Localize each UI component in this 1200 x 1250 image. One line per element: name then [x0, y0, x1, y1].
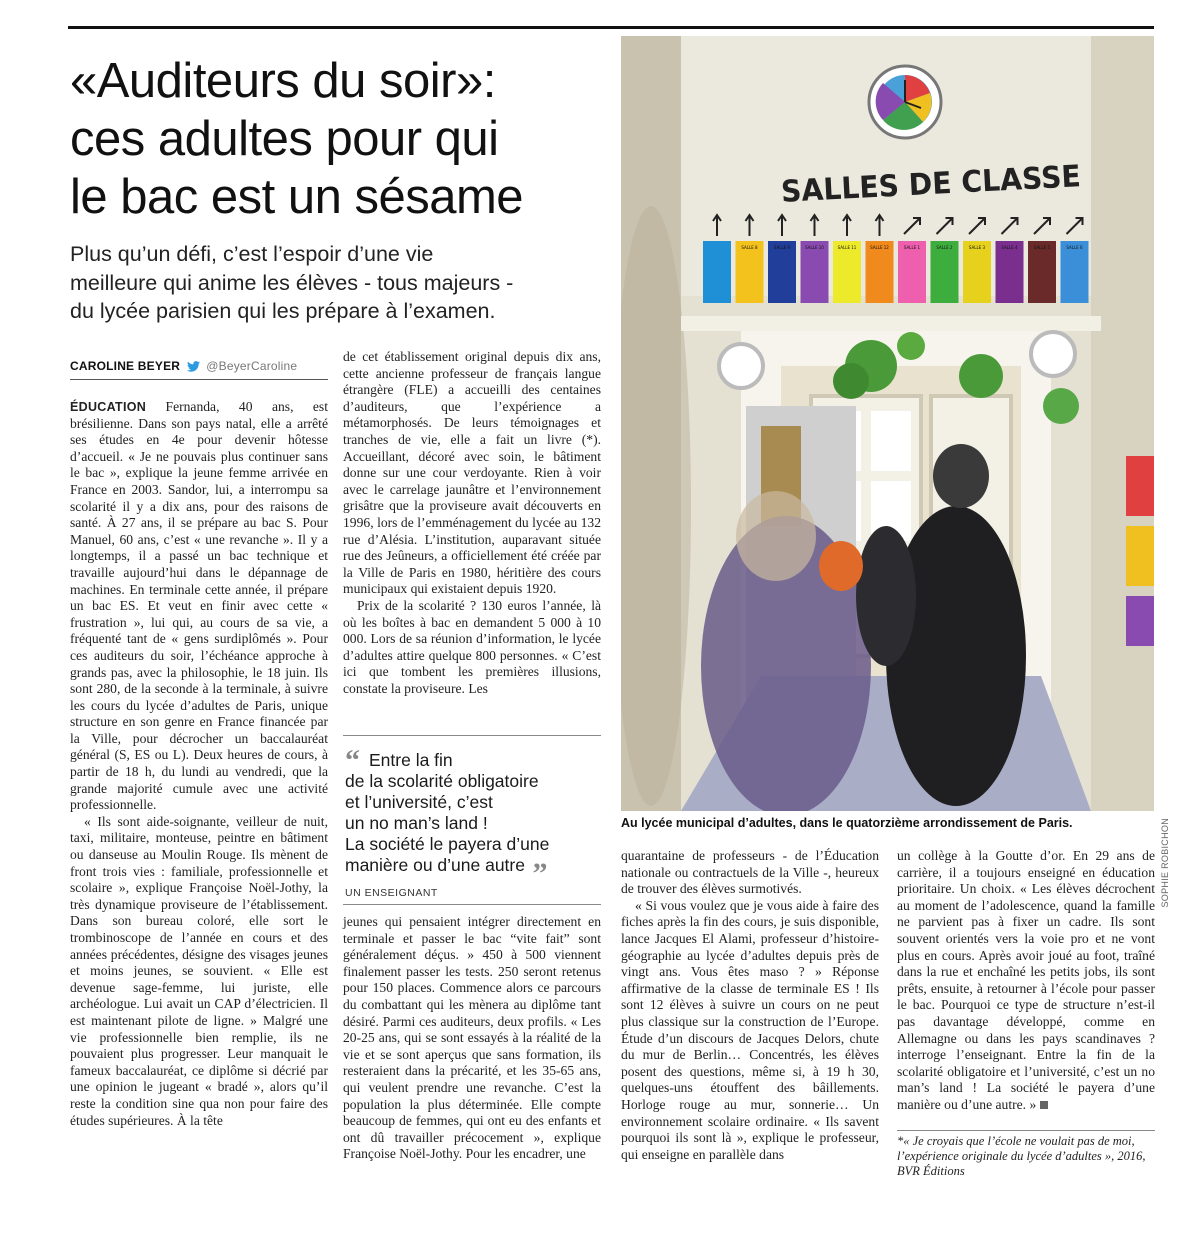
- article-subtitle: [70, 240, 615, 326]
- paragraph: de cet établissement original depuis dix ans, cette ancienne professeur de français langue étrangère (FLE) a accueilli des centaines d’auditeurs, que l’expérience a métamorphosés. De leurs témoignages et tranches de vie, elle a fait un livre (*). Accueillant, décoré avec soin, le bâtiment donne sur une cour verdoyante. Rien à voir avec le carrelage jaunâtre et l’environnement grisâtre que la proviseure avait découverts en 1996, lors de l’emménagement du lycée au 132 rue d’Alésia. L’institution, auparavant située rue des Jeûneurs, a officiellement été créée par la Ville de Paris en 1980, héritière des cours municipaux qui existaient depuis 1920.: [343, 349, 601, 597]
- photo-credit: [1160, 818, 1174, 938]
- article-photo: [621, 36, 1154, 811]
- room-label: SALLE 2: [936, 245, 953, 250]
- subtitle-line: du lycée parisien qui les prépare à l’examen.: [70, 299, 496, 323]
- room-label: SALLE 1: [903, 245, 921, 250]
- pullquote-bottom-rule: [343, 904, 601, 905]
- room-panel: [736, 241, 764, 303]
- column-2: [343, 349, 601, 697]
- wall-clock: [869, 66, 941, 138]
- pullquote-line: un no man’s land !: [345, 813, 488, 833]
- room-panel: [833, 241, 861, 303]
- title-line: ces adultes pour qui: [70, 112, 499, 166]
- room-label: SALLE 11: [837, 245, 857, 250]
- sign-text: SALLES DE CLASSE: [780, 158, 1100, 210]
- byline-rule: [70, 379, 328, 380]
- room-panel: [768, 241, 796, 303]
- paragraph: quarantaine de professeurs - de l’Éducation nationale ou contractuels de la Ville -, heureux de trouver des élèves surmotivés.: [621, 848, 879, 897]
- pullquote-line: Entre la fin: [369, 750, 453, 770]
- room-label: SALLE 4: [1001, 245, 1018, 250]
- room-panel: [703, 241, 731, 303]
- close-quote-mark: ”: [524, 857, 548, 890]
- subtitle-line: Plus qu’un défi, c’est l’espoir d’une vie: [70, 242, 434, 266]
- photo-credit-text: SOPHIE ROBICHON: [1160, 818, 1170, 908]
- pullquote-source: UN ENSEIGNANT: [345, 887, 438, 899]
- room-panel: [866, 241, 894, 303]
- photo-caption: Au lycée municipal d’adultes, dans le quatorzième arrondissement de Paris.: [621, 816, 1073, 830]
- end-mark-icon: [1040, 1101, 1048, 1109]
- paragraph-text: Fernanda, 40 ans, est brésilienne. Dans son pays natal, elle a arrêté ses études en 4e pour devenir hôtesse d’accueil. « Je ne pouvais plus continuer sans le bac », explique la jeune femme arrivée en France en 2003. Sandor, lui, a interrompu sa scolarité il y a dix ans, pour des raisons de santé. À 27 ans, il se prépare au bac S. Pour Manuel, 60 ans, c’est « une revanche ». Il y a longtemps, il a passé un bac technique et travaille aujourd’hui dans le dépannage de machines. En terminale cette année, il prépare un bac ES. Et veut en finir avec cette « frustration », lui qui, au cours de sa vie, a fréquenté tant de « gens surdiplômés ». Pour ces auditeurs du soir, l’échéance approche à grands pas, avec la philosophie, le 18 juin. Ils sont 280, de la seconde à la terminale, à suivre les cours du lycée d’adultes de Paris, unique structure en son genre en France financée par la Ville, pour décrocher un baccalauréat général (S, ES ou L). Deux heures de cours, à partir de 18 h, du lundi au vendredi, que la grande majorité cumule avec une activité professionnelle.: [70, 399, 328, 813]
- open-quote-mark: “: [345, 744, 360, 777]
- room-label: SALLE 9: [773, 245, 791, 250]
- paragraph: [897, 848, 1155, 1114]
- title-line: le bac est un sésame: [70, 170, 524, 224]
- room-label: SALLE 6: [1066, 245, 1083, 250]
- room-label: SALLE 12: [870, 245, 889, 250]
- pullquote-text: [345, 750, 601, 890]
- footnote: *« Je croyais que l’école ne voulait pas de moi, l’expérience originale du lycée d’adultes », 2016, BVR Éditions: [897, 1134, 1146, 1178]
- paragraph: [70, 399, 328, 814]
- footnote-rule: [897, 1130, 1155, 1131]
- paragraph: « Ils sont aide-soignante, veilleur de nuit, taxi, militaire, monteuse, peintre en bâtiment ou danseuse au Moulin Rouge. Ils mènent de front trois vies : familiale, professionnelle et scolaire », explique Françoise Noël-Jothy, la très dynamique proviseure de l’établissement. Dans son bureau coloré, elle sort le trombinoscope de l’année en cours et des années précédentes, désigne des visages jeunes et moins jeunes, se souvient. « Elle est devenue sage-femme, lui juriste, elle archéologue. Lui avait un CAP d’électricien. Il est maintenant pilote de ligne. » Malgré une vie professionnelle bien remplie, ils ne pouvaient plus progresser. Leur manquait le fameux baccalauréat, ce diplôme si décrié par une opinion le jugeant « bradé », alors qu’il reste la condition sine qua non pour faire des études supérieures. À la tête: [70, 813, 328, 1128]
- column-5: [897, 848, 1155, 1114]
- pullquote-line: La société le payera d’une: [345, 834, 550, 854]
- room-label: SALLE 3: [968, 245, 986, 250]
- room-panel: [801, 241, 829, 303]
- room-panel: [996, 241, 1024, 303]
- twitter-bird-icon: [187, 361, 200, 372]
- column-3: [343, 914, 601, 1163]
- pullquote-top-rule: [343, 735, 601, 736]
- room-panel: [1028, 241, 1056, 303]
- article-title: [70, 52, 615, 226]
- pullquote: [345, 744, 601, 904]
- room-panel: [1061, 241, 1089, 303]
- paragraph-text: un collège à la Goutte d’or. En 29 ans de carrière, il a toujours enseigné en éducation prioritaire. Un choix. « Les élèves décrochent au moment de l’adolescence, quand la famille ne parvient pas à fixer un cadre. Ils sont souvent orientés vers la voie pro et ne vont plus en cours. Après avoir joué au foot, traîné dans la rue et enchaîné les petits jobs, ils sont prêts, ensuite, à retourner à l’école pour passer le bac. Pourquoi ce type de structure n’est-il pas davantage développé, comme en Allemagne ou dans les pays scandinaves ? interroge l’enseignant. Entre la fin de la scolarité obligatoire et l’université, c’est un no man’s land ! La société le payera d’une manière ou d’une autre. »: [897, 848, 1155, 1112]
- room-label: SALLE 10: [805, 245, 824, 250]
- paragraph: Prix de la scolarité ? 130 euros l’année, là où les boîtes à bac en demandent 5 000 à 10 000. Lors de sa réunion d’information, le lycée d’adultes attire quelque 800 personnes. « C’est ici que tombent les premières illusions, constate la proviseure. Les: [343, 597, 601, 696]
- subtitle-line: meilleure qui anime les élèves - tous majeurs -: [70, 270, 514, 295]
- paragraph: jeunes qui pensaient intégrer directement en terminale et passer le bac “vite fait” sont généralement déçus. » 450 à 500 viennent finalement passer les tests. 250 seront retenus pour 150 places. Commence alors ce parcours du combattant qui les mènera au diplôme tant désiré. Parmi ces auditeurs, deux profils. « Les 20-25 ans, qui se sont essayés à la réalité de la vie et se sont aperçus que sans formation, ils resteraient dans la précarité, et les 35-65 ans, qui veulent prendre une revanche. C’est la population la plus déterminée. Elle compte beaucoup de femmes, qui ont eu des enfants et ont dû travailler précocement », explique Françoise Noël-Jothy. Pour les encadrer, une: [343, 914, 601, 1162]
- room-panel: [898, 241, 926, 303]
- top-rule: [68, 26, 1154, 29]
- pullquote-line: de la scolarité obligatoire: [345, 771, 539, 791]
- photo-illustration: [621, 36, 1154, 811]
- pullquote-line: et l’université, c’est: [345, 792, 493, 812]
- room-label: SALLE 5: [1033, 245, 1051, 250]
- room-panel: [931, 241, 959, 303]
- section-kicker: ÉDUCATION: [70, 400, 147, 414]
- author-handle: @BeyerCaroline: [206, 359, 298, 373]
- paragraph: « Si vous voulez que je vous aide à faire des fiches après la fin des cours, je suis disponible, lance Jacques El Alami, professeur d’histoire-géographie au lycée d’adultes depuis près de vingt ans. Vous êtes maso ? » Réponse affirmative de la classe de terminale ES ! Ils sont 12 élèves à suivre un cours on ne peut plus classique sur la construction de l’Europe. Étude d’un discours de Jacques Delors, chute du mur de Berlin… Concentrés, les élèves posent des questions, même si, à 19 h 30, quelques-uns étouffent des bâillements. Horloge rouge au mur, sonnerie… Un environnement scolaire ordinaire. « Ils savent pourquoi ils sont là », explique le professeur, qui enseigne en parallèle dans: [621, 897, 879, 1162]
- room-label: SALLE 8: [741, 245, 758, 250]
- pullquote-last-line: [345, 855, 601, 890]
- title-line: «Auditeurs du soir»:: [70, 54, 496, 108]
- author-name: CAROLINE BEYER: [70, 359, 181, 373]
- room-panel: [963, 241, 991, 303]
- column-1: [70, 399, 328, 1129]
- column-4: [621, 848, 879, 1163]
- pullquote-line-text: manière ou d’une autre: [345, 855, 525, 875]
- byline: [70, 359, 297, 373]
